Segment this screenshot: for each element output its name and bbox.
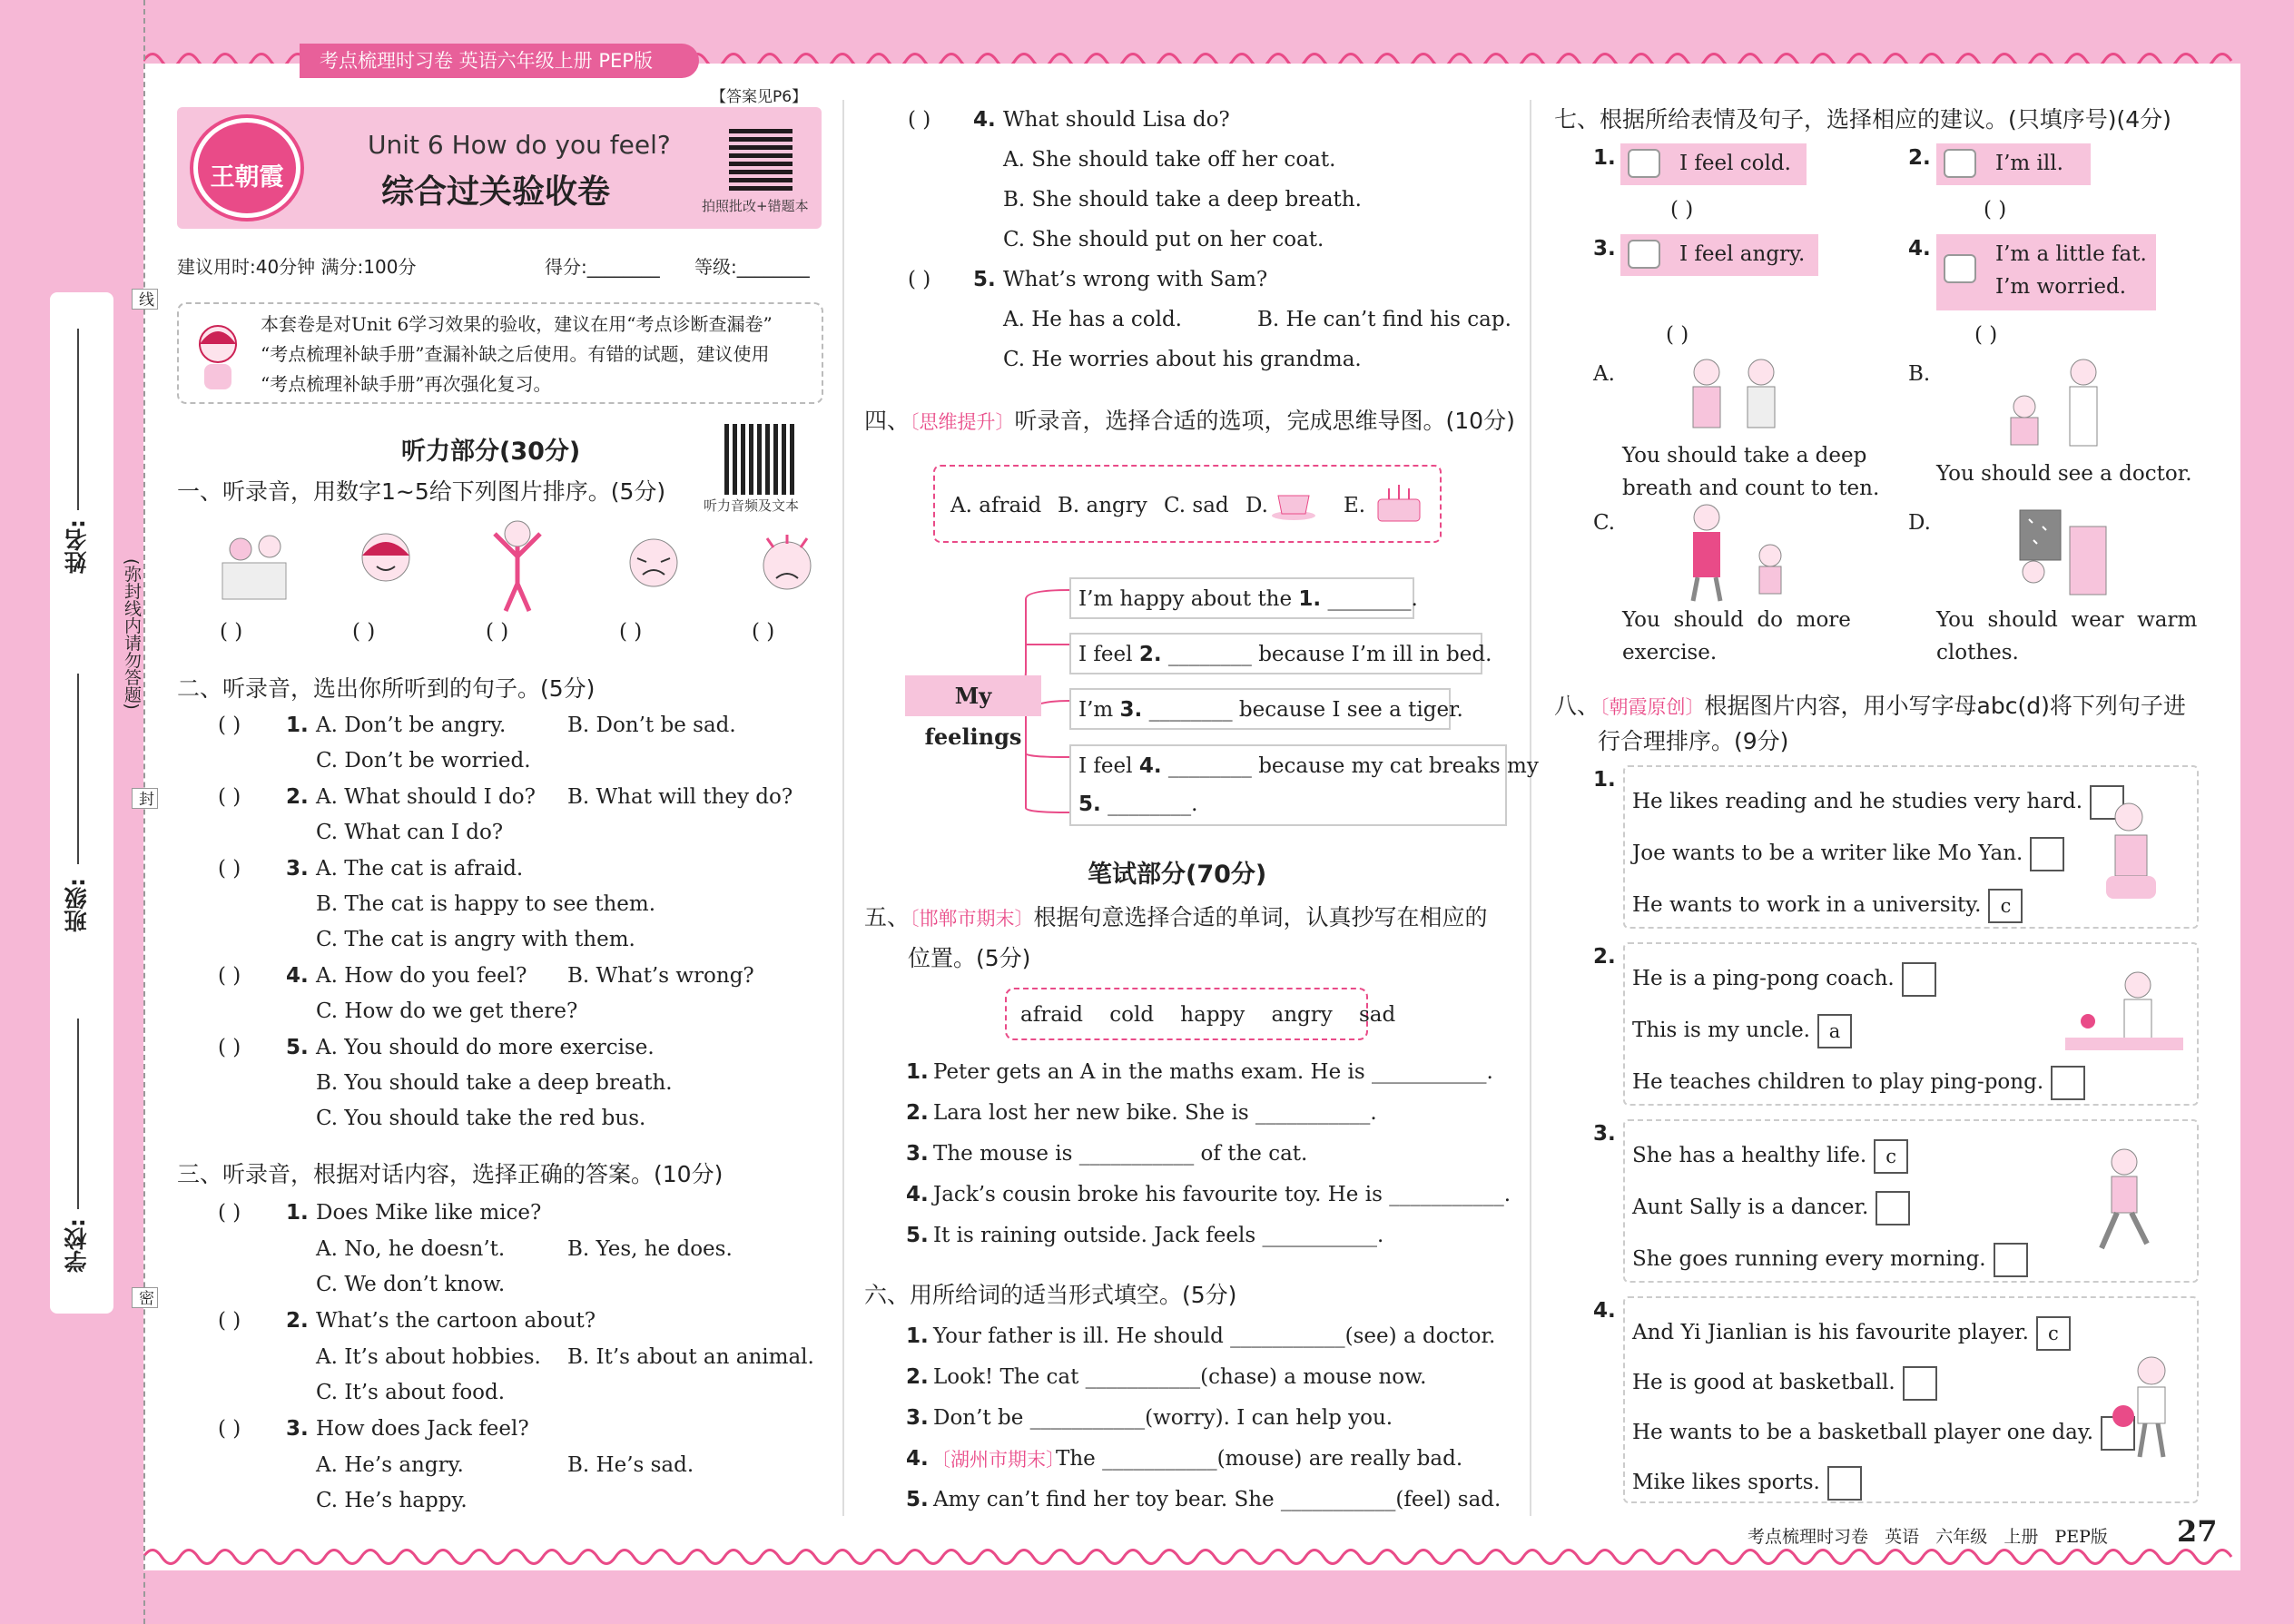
sort-line — [1632, 889, 2023, 923]
option-e: E. — [1344, 494, 1366, 517]
option-c: C. She should put on her coat. — [1003, 228, 1324, 251]
option-c: C. We don’t know. — [316, 1273, 506, 1296]
option-b: B. It’s about an animal. — [567, 1345, 814, 1369]
feeling-card-2 — [1936, 143, 2091, 185]
branch-text-start: I’m happy about the — [1078, 587, 1299, 611]
sort-sentence: She goes running every morning. — [1632, 1247, 1986, 1271]
branch-text — [1078, 697, 1463, 723]
order-box[interactable]: c — [1874, 1139, 1908, 1174]
order-box[interactable] — [1902, 962, 1936, 997]
fill-sentence[interactable]: Peter gets an A in the maths exam. He is ___________. — [933, 1060, 1493, 1084]
branch-text-start: I feel — [1078, 643, 1139, 666]
advice-b-doctor-icon — [1997, 352, 2115, 452]
item-number: 4. — [973, 108, 996, 132]
answer-reference: 【答案见P6】 — [711, 88, 808, 106]
usage-note — [177, 302, 823, 404]
section-5-number: 五、 — [864, 904, 911, 930]
branch-text-end: because my cat breaks my — [1258, 754, 1539, 778]
sort-sentence: He is a ping-pong coach. — [1632, 967, 1895, 990]
blank-number: 1. — [1298, 587, 1322, 611]
advice-letter: D. — [1908, 511, 1931, 535]
listening-heading: 听力部分(30分) — [401, 438, 581, 466]
mindmap-options — [933, 465, 1442, 543]
fill-sentence[interactable]: It is raining outside. Jack feels ___________. — [933, 1224, 1384, 1247]
sort-line — [1632, 1139, 1908, 1174]
boy-basketball-icon — [2111, 1353, 2183, 1462]
mindmap-branch-3 — [1069, 688, 1463, 730]
sort-group-3 — [1623, 1119, 2199, 1283]
section-4-text: 听录音，选择合适的选项，完成思维导图。(10分) — [1014, 408, 1515, 434]
fill-sentence[interactable]: The mouse is ___________ of the cat. — [933, 1142, 1308, 1166]
option-b: B. She should take a deep breath. — [1003, 188, 1362, 212]
fill-blank[interactable]: ________ — [1148, 698, 1233, 722]
question: How does Jack feel? — [316, 1417, 529, 1441]
item-number: 4. — [906, 1183, 929, 1206]
class-label: 班级: — [64, 878, 90, 932]
option-a: A. You should do more exercise. — [316, 1036, 655, 1059]
sort-line — [1632, 1466, 1862, 1501]
branch-text — [1078, 753, 1539, 779]
question: Does Mike like mice? — [316, 1201, 542, 1225]
class-field[interactable] — [77, 674, 79, 864]
picture-3-exercise-icon — [486, 516, 549, 615]
fill-sentence[interactable]: The ___________(mouse) are really bad. — [1056, 1447, 1463, 1471]
answer-blank[interactable]: ( ) — [486, 620, 509, 644]
advice-c-exercise-icon — [1666, 501, 1802, 605]
feeling-text: I feel cold. — [1679, 152, 1791, 175]
section-5-tag: 〔邯郸市期末〕 — [910, 908, 1034, 930]
answer-bracket[interactable]: ( ) — [218, 857, 241, 881]
sort-line — [1632, 837, 2064, 871]
section-8-title-cont: 行合理排序。(9分) — [1598, 728, 1789, 754]
option-c: C. It’s about food. — [316, 1381, 506, 1404]
angry-face-icon — [1628, 240, 1660, 269]
option-a: A. No, he doesn’t. — [316, 1237, 506, 1261]
feeling-text: I feel angry. — [1679, 242, 1806, 266]
birthday-cake-icon — [1371, 479, 1427, 527]
blank-number: 4. — [1138, 754, 1162, 778]
advice-text-2: breath and count to ten. — [1622, 477, 1880, 500]
option-a: A. Don’t be angry. — [316, 714, 507, 737]
option-c: C. He’s happy. — [316, 1489, 468, 1512]
order-box[interactable]: a — [1817, 1014, 1852, 1048]
mindmap-branch-2 — [1069, 633, 1492, 674]
cut-label-mi: 密 — [132, 1287, 158, 1308]
word-bank-words: afraid cold happy angry sad — [1020, 1003, 1396, 1027]
sort-line — [1632, 1014, 1852, 1048]
ill-face-icon — [1944, 149, 1976, 178]
fill-blank[interactable]: ________ — [1167, 754, 1252, 778]
note-line-2: “考点梳理补缺手册”查漏补缺之后使用。有错的试题，建议使用 — [261, 343, 770, 365]
answer-bracket[interactable]: ( ) — [218, 1036, 241, 1059]
order-box[interactable]: c — [1988, 889, 2023, 923]
page-number: 27 — [2177, 1514, 2218, 1549]
section-8-title — [1554, 694, 2186, 720]
item-number: 3. — [286, 857, 309, 881]
sort-sentence: He is good at basketball. — [1632, 1371, 1895, 1394]
unit-title: Unit 6 How do you feel? — [368, 130, 671, 160]
score-field[interactable]: 得分:________ — [545, 256, 660, 278]
cut-label-xian: 线 — [132, 289, 158, 310]
branch-text-end: because I see a tiger. — [1238, 698, 1463, 722]
feeling-card-4 — [1936, 234, 2156, 310]
branch-text-start: I feel — [1078, 754, 1139, 778]
qr-code-icon[interactable] — [729, 127, 793, 191]
item-number: 3. — [286, 1417, 309, 1441]
answer-bracket[interactable]: ( ) — [908, 268, 931, 291]
sort-group-4 — [1623, 1296, 2199, 1503]
section-5-text: 根据句意选择合适的单词，认真抄写在相应的 — [1033, 904, 1488, 930]
sort-sentence: He wants to be a basketball player one day. — [1632, 1421, 2094, 1444]
branch-text-end: . — [1411, 587, 1418, 611]
cut-label-feng: 封 — [132, 788, 158, 809]
blank-number: 2. — [1138, 643, 1162, 666]
name-label: 姓名: — [64, 519, 90, 574]
advice-letter: C. — [1593, 511, 1616, 535]
option-c: C. You should take the red bus. — [316, 1107, 646, 1130]
answer-bracket[interactable]: ( ) — [218, 785, 241, 809]
group-number: 3. — [1593, 1122, 1616, 1146]
option-a: A. He’s angry. — [316, 1453, 464, 1477]
item-number: 5. — [973, 268, 996, 291]
picture-4-crying-icon — [617, 531, 690, 608]
sort-sentence: Aunt Sally is a dancer. — [1632, 1196, 1869, 1219]
blank-number: 3. — [1119, 698, 1143, 722]
sort-sentence: He wants to work in a university. — [1632, 893, 1982, 917]
mindmap-branch-4 — [1069, 744, 1539, 826]
advice-text-2: clothes. — [1936, 641, 2019, 664]
sort-sentence: Mike likes sports. — [1632, 1471, 1820, 1494]
option-a: A. It’s about hobbies. — [316, 1345, 541, 1369]
item-number: 4. — [1908, 237, 1931, 261]
source-tag: 〔湖州市期末〕 — [931, 1449, 1065, 1471]
answer-blank[interactable]: ( ) — [1666, 323, 1689, 347]
section-5-title-cont: 位置。(5分) — [908, 945, 1031, 971]
option-c: C. Don’t be worried. — [316, 749, 531, 773]
answer-blank[interactable]: ( ) — [1670, 198, 1694, 221]
option-afraid: A. afraid — [950, 494, 1042, 517]
word-bank — [1005, 988, 1396, 1040]
picture-2-girl-icon — [354, 528, 418, 610]
item-number: 2. — [286, 1309, 309, 1333]
fill-blank[interactable]: ________ — [1108, 792, 1192, 816]
fill-sentence[interactable]: Don’t be ___________(worry). I can help you. — [933, 1406, 1393, 1430]
option-c: C. He worries about his grandma. — [1003, 348, 1362, 371]
answer-bracket[interactable]: ( ) — [218, 714, 241, 737]
section-5-title — [864, 905, 1488, 931]
section-3-title: 三、听录音，根据对话内容，选择正确的答案。(10分) — [177, 1161, 724, 1187]
item-number: 1. — [286, 1201, 309, 1225]
feeling-card-3 — [1620, 234, 1818, 276]
group-number: 4. — [1593, 1299, 1616, 1323]
advice-text: You should take a deep — [1622, 444, 1867, 468]
fill-sentence[interactable]: Look! The cat ___________(chase) a mouse now. — [933, 1365, 1427, 1389]
feeling-text: I’m ill. — [1995, 152, 2063, 175]
option-c: C. The cat is angry with them. — [316, 928, 635, 951]
brand-logo — [193, 118, 300, 218]
blank-number: 5. — [1078, 792, 1101, 816]
item-number: 4. — [286, 964, 309, 988]
item-number: 3. — [906, 1406, 929, 1430]
answer-blank[interactable]: ( ) — [1984, 198, 2007, 221]
brand-logo-text: 王朝霞 — [210, 163, 284, 192]
item-number: 3. — [1593, 237, 1616, 261]
answer-blank[interactable]: ( ) — [220, 620, 243, 644]
section-2-title: 二、听录音，选出你所听到的句子。(5分) — [177, 675, 596, 702]
item-number: 2. — [1908, 146, 1931, 170]
sort-line — [1632, 785, 2124, 820]
item-number: 1. — [1593, 146, 1616, 170]
section-4-title — [864, 408, 1515, 435]
boy-reading-icon — [2088, 799, 2179, 908]
girl-cartoon-icon — [190, 320, 246, 391]
section-8-tag: 〔朝霞原创〕 — [1600, 696, 1705, 718]
item-number: 1. — [286, 714, 309, 737]
order-box[interactable] — [1876, 1191, 1910, 1225]
fill-blank[interactable]: ________ — [1167, 643, 1252, 666]
time-score-info: 建议用时:40分钟 满分:100分 — [177, 256, 417, 278]
advice-letter: B. — [1908, 362, 1931, 386]
column-divider — [842, 100, 844, 1516]
question: What’s wrong with Sam? — [1003, 268, 1268, 291]
sort-sentence: He likes reading and he studies very hard. — [1632, 790, 2083, 813]
branch-text — [1078, 586, 1418, 612]
picture-5-angry-icon — [753, 531, 822, 608]
paper-title: 综合过关验收卷 — [381, 173, 611, 211]
advice-d-window-icon — [2015, 508, 2115, 599]
section-8-text: 根据图片内容，用小写字母abc(d)将下列句子进 — [1704, 693, 2186, 719]
sort-line — [1632, 962, 1936, 997]
sort-sentence: This is my uncle. — [1632, 1019, 1810, 1042]
fill-blank[interactable]: ________ — [1327, 587, 1412, 611]
item-number: 1. — [906, 1324, 929, 1348]
option-b: B. The cat is happy to see them. — [316, 892, 656, 916]
branch-text — [1078, 792, 1197, 817]
fill-sentence[interactable]: Jack’s cousin broke his favourite toy. He is ___________. — [933, 1183, 1511, 1206]
option-a: A. What should I do? — [316, 785, 536, 809]
answer-blank[interactable]: ( ) — [352, 620, 376, 644]
worried-face-icon — [1944, 254, 1976, 283]
order-box[interactable] — [1994, 1243, 2028, 1277]
answer-bracket[interactable]: ( ) — [908, 108, 931, 132]
option-b: B. He’s sad. — [567, 1453, 694, 1477]
option-a: A. She should take off her coat. — [1003, 148, 1336, 172]
sort-sentence: Joe wants to be a writer like Mo Yan. — [1632, 842, 2023, 865]
section-4-tag: 〔思维提升〕 — [910, 411, 1015, 433]
picture-1-kids-icon — [213, 527, 295, 608]
audio-qr-code-icon[interactable] — [724, 424, 795, 495]
option-b: B. Yes, he does. — [567, 1237, 733, 1261]
section-8-number: 八、 — [1554, 693, 1600, 719]
branch-text — [1078, 642, 1492, 667]
option-b: B. He can’t find his cap. — [1257, 308, 1511, 331]
note-line-1: 本套卷是对Unit 6学习效果的验收，建议在用“考点诊断查漏卷” — [261, 313, 773, 335]
sort-line — [1632, 1066, 2085, 1100]
order-box[interactable] — [2030, 837, 2064, 871]
item-number: 5. — [906, 1224, 929, 1247]
title-banner — [177, 107, 822, 229]
mindmap-center: My feelings — [905, 675, 1041, 716]
feeling-card-1 — [1620, 143, 1807, 185]
school-label: 学校: — [64, 1218, 90, 1273]
option-c: C. What can I do? — [316, 821, 504, 844]
group-number: 1. — [1593, 768, 1616, 792]
item-number: 3. — [906, 1142, 929, 1166]
option-b: B. Don’t be sad. — [567, 714, 736, 737]
item-number: 2. — [286, 785, 309, 809]
column-divider — [1530, 100, 1531, 1516]
sort-line — [1632, 1316, 2071, 1351]
option-sad: C. sad — [1164, 494, 1229, 517]
answer-blank[interactable]: ( ) — [619, 620, 643, 644]
section-7-title: 七、根据所给表情及句子，选择相应的建议。(只填序号)(4分) — [1554, 106, 2171, 133]
option-a: A. How do you feel? — [316, 964, 527, 988]
answer-bracket[interactable]: ( ) — [218, 1309, 241, 1333]
order-box[interactable] — [1827, 1466, 1862, 1501]
advice-a-people-icon — [1670, 352, 1797, 438]
section-4-number: 四、 — [864, 408, 911, 434]
option-b: B. You should take a deep breath. — [316, 1071, 673, 1095]
question: What’s the cartoon about? — [316, 1309, 596, 1333]
qr-caption: 拍照批改+错题本 — [702, 198, 809, 214]
item-number: 5. — [286, 1036, 309, 1059]
advice-text: You should wear warm — [1936, 608, 2198, 632]
fill-sentence[interactable]: Amy can’t find her toy bear. She ___________(feel) sad. — [933, 1488, 1501, 1511]
option-c: C. How do we get there? — [316, 999, 578, 1023]
item-number: 5. — [906, 1488, 929, 1511]
audio-qr-caption: 听力音频及文本 — [704, 497, 800, 514]
branch-text-end: because I’m ill in bed. — [1258, 643, 1492, 666]
name-field[interactable] — [77, 329, 79, 510]
order-box[interactable]: c — [2036, 1316, 2071, 1351]
grade-field[interactable]: 等级:________ — [694, 256, 810, 278]
student-info-sidebar — [50, 292, 113, 1314]
answer-bracket[interactable]: ( ) — [218, 1201, 241, 1225]
sort-line — [1632, 1243, 2028, 1277]
sort-sentence: She has a healthy life. — [1632, 1144, 1867, 1167]
item-number: 4. — [906, 1447, 929, 1471]
sort-group-2 — [1623, 942, 2199, 1106]
ping-pong-coach-icon — [2061, 967, 2188, 1076]
answer-bracket[interactable]: ( ) — [218, 964, 241, 988]
sort-line — [1632, 1366, 1937, 1401]
feeling-text: I’m a little fat. — [1995, 242, 2147, 266]
coffee-cup-icon — [1269, 487, 1319, 523]
answer-blank[interactable]: ( ) — [752, 620, 775, 644]
sort-sentence: And Yi Jianlian is his favourite player. — [1632, 1321, 2029, 1344]
advice-text: You should do more — [1622, 608, 1851, 632]
item-number: 2. — [906, 1365, 929, 1389]
sort-line — [1632, 1191, 1910, 1225]
option-angry: B. angry — [1058, 494, 1147, 517]
writing-heading: 笔试部分(70分) — [1088, 861, 1267, 889]
fill-sentence[interactable]: Your father is ill. He should ___________(see) a doctor. — [933, 1324, 1496, 1348]
option-d: D. — [1245, 494, 1268, 517]
order-box[interactable] — [1903, 1366, 1937, 1401]
section-6-title: 六、用所给词的适当形式填空。(5分) — [864, 1282, 1237, 1308]
footer-series: 考点梳理时习卷 英语 六年级 上册 PEP版 — [1748, 1527, 2108, 1547]
sort-line — [1632, 1416, 2135, 1451]
answer-blank[interactable]: ( ) — [1974, 323, 1998, 347]
advice-text-2: exercise. — [1622, 641, 1718, 664]
sort-group-1 — [1623, 765, 2199, 929]
option-b: B. What’s wrong? — [567, 964, 754, 988]
option-a: A. The cat is afraid. — [316, 857, 524, 881]
advice-letter: A. — [1593, 362, 1615, 386]
option-b: B. What will they do? — [567, 785, 793, 809]
feeling-text-2: I’m worried. — [1995, 275, 2127, 299]
branch-text-start: I’m — [1078, 698, 1120, 722]
question: What should Lisa do? — [1003, 108, 1230, 132]
series-tagbar: 考点梳理时习卷 英语六年级上册 PEP版 — [300, 44, 699, 78]
seal-cut-line — [143, 0, 145, 1624]
item-number: 2. — [906, 1101, 929, 1125]
advice-text: You should see a doctor. — [1936, 462, 2192, 486]
answer-bracket[interactable]: ( ) — [218, 1417, 241, 1441]
item-number: 1. — [906, 1060, 929, 1084]
girl-running-icon — [2079, 1144, 2170, 1262]
section-1-title: 一、听录音，用数字1~5给下列图片排序。(5分) — [177, 478, 666, 505]
cut-line-note: (弥封线内请勿答题) — [122, 558, 142, 710]
mindmap-branch-1 — [1069, 577, 1418, 619]
option-a: A. He has a cold. — [1003, 308, 1182, 331]
branch-text-end: . — [1191, 792, 1198, 816]
cold-face-icon — [1628, 149, 1660, 178]
note-line-3: “考点梳理补缺手册”再次强化复习。 — [261, 373, 552, 395]
group-number: 2. — [1593, 945, 1616, 969]
fill-sentence[interactable]: Lara lost her new bike. She is ___________. — [933, 1101, 1377, 1125]
school-field[interactable] — [77, 1019, 79, 1209]
sort-sentence: He teaches children to play ping-pong. — [1632, 1070, 2044, 1094]
